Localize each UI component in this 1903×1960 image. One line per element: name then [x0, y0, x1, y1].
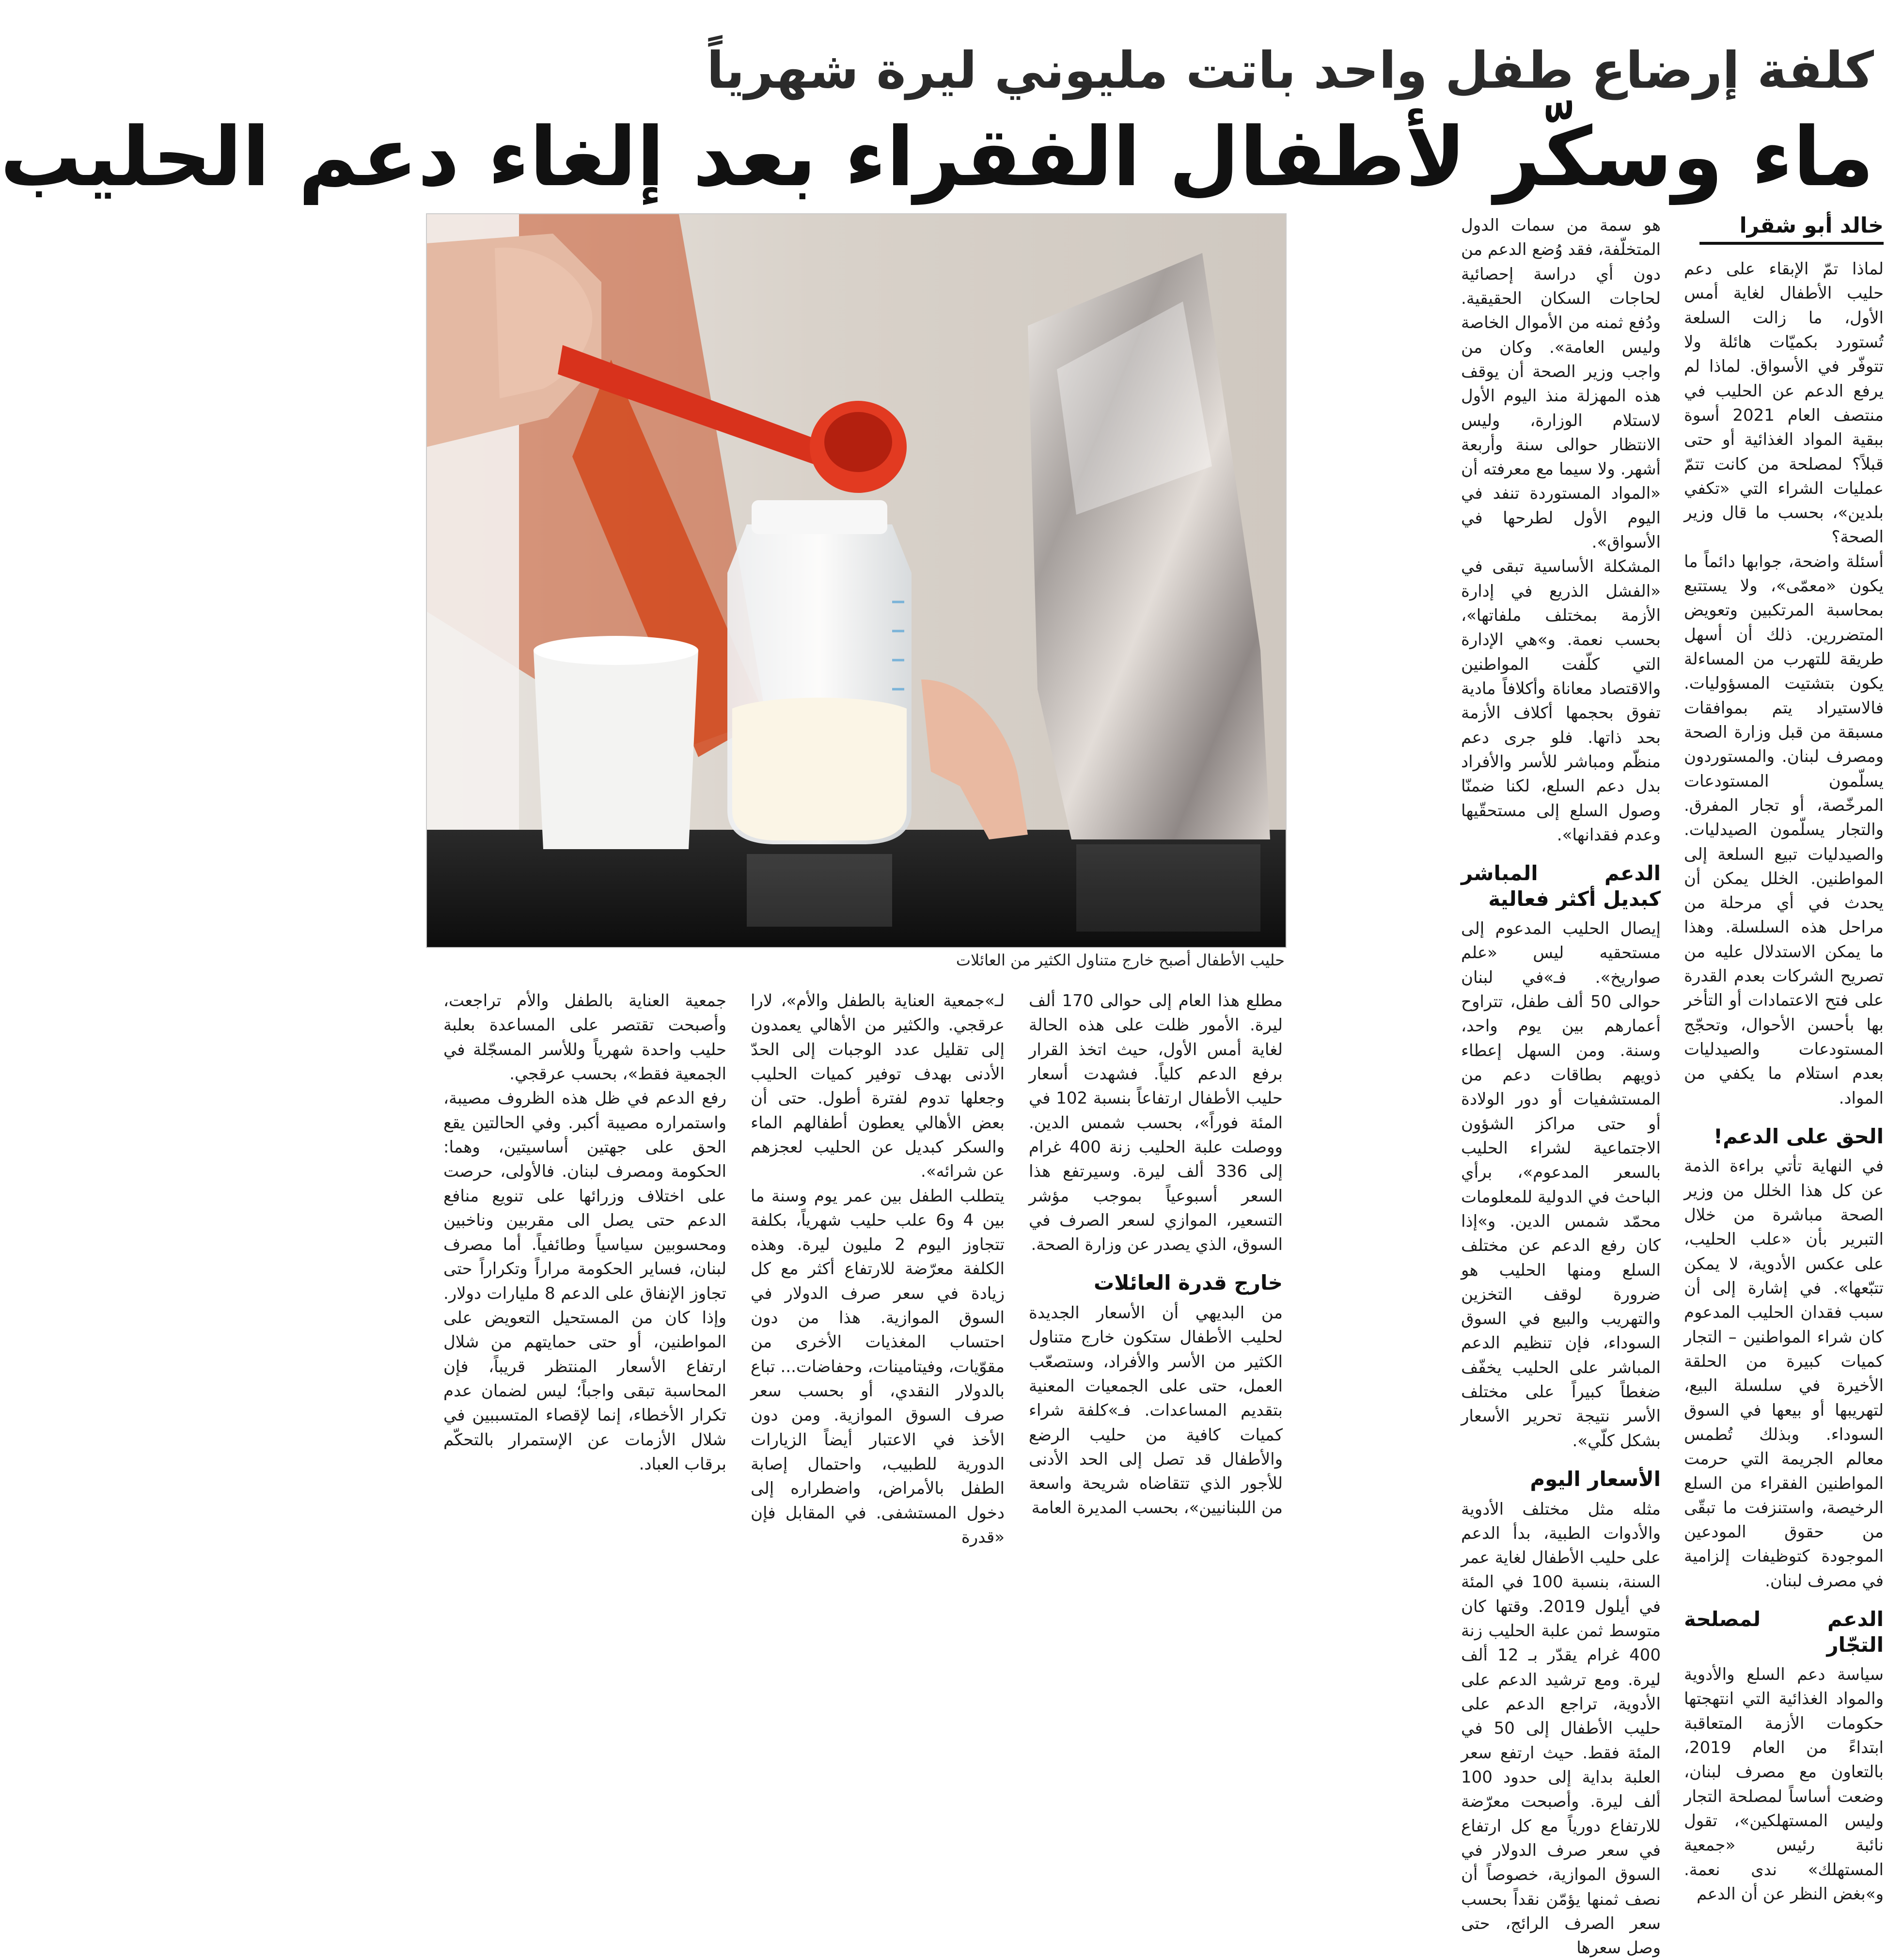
- paragraph: جمعية العناية بالطفل والأم تراجعت، وأصبحت تقتصر على المساعدة بعلبة حليب واحدة شهرياً وللأسر المسجّلة في الجمعية فقط»، بحسب عرقجي.: [443, 989, 726, 1086]
- paragraph: من البديهي أن الأسعار الجديدة لحليب الأطفال ستكون خارج متناول الكثير من الأسر والأفراد، وستصعّب العمل، حتى على الجمعيات المعنية بتقديم المساعدات. فـ»كلفة شراء كميات كافية من حليب الرضع والأطفال قد تصل إلى الحد الأدنى للأجور الذي تتقاضاه شريحة واسعة من اللبنانيين»، بحسب المديرة العامة: [1029, 1301, 1283, 1520]
- article-author: خالد أبو شقرا: [1699, 213, 1884, 245]
- paragraph: رفع الدعم في ظل هذه الظروف مصيبة، واستمراره مصيبة أكبر. وفي الحالتين يقع الحق على جهتين أساسيتين، وهما: الحكومة ومصرف لبنان. فالأولى، حرصت على اختلاف وزرائها على تنويع منافع الدعم حتى يصل الى مقربين وناخبين ومحسوبين سياسياً وطائفياً. أما مصرف لبنان، فساير الحكومة مراراً وتكراراً حتى تجاوز الإنفاق على الدعم 8 مليارات دولار. وإذا كان من المستحيل التعويض على المواطنين، أو حتى حمايتهم من شلال ارتفاع الأسعار المنتظر قريباً، فإن المحاسبة تبقى واجباً؛ ليس لضمان عدم تكرار الأخطاء، إنما لإقصاء المتسببين في شلال الأزمات عن الإستمرار بالتحكّم برقاب العباد.: [443, 1086, 726, 1476]
- subheading: خارج قدرة العائلات: [1029, 1270, 1283, 1296]
- subheading: الدعم لمصلحة التجّار: [1684, 1607, 1884, 1658]
- article-column-5: [443, 989, 726, 1532]
- article-photo: [426, 213, 1287, 948]
- photo-caption: حليب الأطفال أصبح خارج متناول الكثير من العائلات: [426, 951, 1285, 969]
- paragraph: يتطلب الطفل بين عمر يوم وسنة ما بين 4 و6 علب حليب شهرياً، بكلفة تتجاوز اليوم 2 مليون ليرة. وهذه الكلفة معرّضة للارتفاع أكثر مع كل زيادة في سعر صرف الدولار في السوق الموازية. هذا من دون احتساب المغذيات الأخرى من مقوّيات، وفيتامينات، وحفاضات... تباع بالدولار النقدي، أو بحسب سعر صرف السوق الموازية. ومن دون الأخذ في الاعتبار أيضاً الزيارات الدورية للطبيب، واحتمال إصابة الطفل بالأمراض، واضطراره إلى دخول المستشفى. في المقابل فإن «قدرة: [751, 1184, 1005, 1550]
- subheading: الحق على الدعم!: [1684, 1124, 1884, 1150]
- paragraph: أسئلة واضحة، جوابها دائماً ما يكون «معمّى»، ولا يستتبع بمحاسبة المرتكبين وتعويض المتضررين. ذلك أن أسهل طريقة للتهرب من المساءلة يكون بتشتيت المسؤوليات. فالاستيراد يتم بموافقات مسبقة من قبل وزارة الصحة ومصرف لبنان. والمستوردون يسلّمون المستودعات المرخّصة، أو تجار المفرق. والتجار يسلّمون الصيدليات. والصيدليات تبيع السلعة إلى المواطنين. الخلل يمكن أن يحدث في أي مرحلة من مراحل هذه السلسلة. وهذا ما يمكن الاستدلال عليه من تصريح الشركات بعدم القدرة على فتح الاعتمادات أو التأخر بها بأحسن الأحوال، وتحجّج المستودعات والصيدليات بعدم استلام ما يكفي من المواد.: [1684, 550, 1884, 1110]
- paragraph: هو سمة من سمات الدول المتخلّفة، فقد وُضع الدعم من دون أي دراسة إحصائية لحاجات السكان الحقيقية. ودُفع ثمنه من الأموال الخاصة وليس العامة». وكان من واجب وزير الصحة أن يوقف هذه المهزلة منذ اليوم الأول لاستلام الوزارة، وليس الانتظار حوالى سنة وأربعة أشهر. ولا سيما مع معرفته أن «المواد المستوردة تنفد في اليوم الأول لطرحها في الأسواق».: [1461, 213, 1661, 554]
- paragraph: إيصال الحليب المدعوم إلى مستحقيه ليس «علم صواريخ». فـ»في لبنان حوالى 50 ألف طفل، تتراوح أعمارهم بين يوم واحد، وسنة. ومن السهل إعطاء ذويهم بطاقات دعم من المستشفيات أو دور الولادة أو حتى مراكز الشؤون الاجتماعية لشراء الحليب بالسعر المدعوم»، برأي الباحث في الدولية للمعلومات محمّد شمس الدين. و»إذا كان رفع الدعم عن مختلف السلع ومنها الحليب هو ضرورة لوقف التخزين والتهريب والبيع في السوق السوداء، فإن تنظيم الدعم المباشر على الحليب يخفّف ضغطاً كبيراً على مختلف الأسر نتيجة تحرير الأسعار بشكل كلّي».: [1461, 917, 1661, 1453]
- article-column-1: [1684, 257, 1884, 1527]
- subheading: الدعم المباشر كبديل أكثر فعالية: [1461, 861, 1661, 912]
- paragraph: لـ»جمعية العناية بالطفل والأم»، لارا عرقجي. والكثير من الأهالي يعمدون إلى تقليل عدد الوجبات إلى الحدّ الأدنى بهدف توفير كميات الحليب وجعلها تدوم لفترة أطول. حتى أن بعض الأهالي يعطون أطفالهم الماء والسكر كبديل عن الحليب لعجزهم عن شرائه».: [751, 989, 1005, 1184]
- article-column-4: [751, 989, 1005, 1532]
- paragraph: سياسة دعم السلع والأدوية والمواد الغذائية التي انتهجتها حكومات الأزمة المتعاقبة ابتداءً من العام 2019، بالتعاون مع مصرف لبنان، وضعت أساساً لمصلحة التجار وليس المستهلكين»، تقول نائبة رئيس «جمعية المستهلك» ندى نعمة. و»بغض النظر عن أن الدعم: [1684, 1662, 1884, 1906]
- article-kicker: كلفة إرضاع طفل واحد باتت مليوني ليرة شهرياً: [440, 43, 1874, 98]
- article-column-3: [1029, 989, 1283, 1532]
- article-headline: ماء وسكّر لأطفال الفقراء بعد إلغاء دعم الحليب: [440, 112, 1874, 202]
- subheading: الأسعار اليوم: [1461, 1467, 1661, 1492]
- paragraph: مطلع هذا العام إلى حوالى 170 ألف ليرة. الأمور ظلت على هذه الحالة لغاية أمس الأول، حيث اتخذ القرار برفع الدعم كلياً. فشهدت أسعار حليب الأطفال ارتفاعاً بنسبة 102 في المئة فوراً»، بحسب شمس الدين. ووصلت علبة الحليب زنة 400 غرام إلى 336 ألف ليرة. وسيرتفع هذا السعر أسبوعياً بموجب مؤشر التسعير، الموازي لسعر الصرف في السوق، الذي يصدر عن وزارة الصحة.: [1029, 989, 1283, 1257]
- article-column-2: [1461, 213, 1661, 1527]
- paragraph: في النهاية تأتي براءة الذمة عن كل هذا الخلل من وزير الصحة مباشرة من خلال التبرير بأن «علب الحليب، على عكس الأدوية، لا يمكن تتبّعها». في إشارة إلى أن سبب فقدان الحليب المدعوم كان شراء المواطنين – التجار كميات كبيرة من الحلقة الأخيرة في سلسلة البيع، لتهريبها أو بيعها في السوق السوداء. وبذلك تُطمس معالم الجريمة التي حرمت المواطنين الفقراء من السلع الرخيصة، واستنزفت ما تبقّى من حقوق المودعين الموجودة كتوظيفات إلزامية في مصرف لبنان.: [1684, 1154, 1884, 1593]
- paragraph: مثله مثل مختلف الأدوية والأدوات الطبية، بدأ الدعم على حليب الأطفال لغاية عمر السنة، بنسبة 100 في المئة في أيلول 2019. وقتها كان متوسط ثمن علبة الحليب زنة 400 غرام يقدّر بـ 12 ألف ليرة. ومع ترشيد الدعم على الأدوية، تراجع الدعم على حليب الأطفال إلى 50 في المئة فقط. حيث ارتفع سعر العلبة بداية إلى حدود 100 ألف ليرة. وأصبحت معرّضة للارتفاع دورياً مع كل ارتفاع في سعر صرف الدولار في السوق الموازية، خصوصاً أن نصف ثمنها يؤمّن نقداً بحسب سعر الصرف الرائج، حتى وصل سعرها: [1461, 1497, 1661, 1960]
- paragraph: لماذا تمّ الإبقاء على دعم حليب الأطفال لغاية أمس الأول، ما زالت السلعة تُستورد بكميّات هائلة ولا تتوفّر في الأسواق. لماذا لم يرفع الدعم عن الحليب في منتصف العام 2021 أسوة ببقية المواد الغذائية أو حتى قبلاً؟ لمصلحة من كانت تتمّ عمليات الشراء التي «تكفي بلدين»، بحسب ما قال وزير الصحة؟: [1684, 257, 1884, 550]
- paragraph: المشكلة الأساسية تبقى في «الفشل الذريع في إدارة الأزمة بمختلف ملفاتها»، بحسب نعمة. و»هي الإدارة التي كلّفت المواطنين والاقتصاد معاناة وأكلافاً مادية تفوق بحجمها أكلاف الأزمة بحد ذاتها. فلو جرى دعم منظّم ومباشر للأسر والأفراد بدل دعم السلع، لكنا ضمنّا وصول السلع إلى مستحقّيها وعدم فقدانها».: [1461, 554, 1661, 847]
